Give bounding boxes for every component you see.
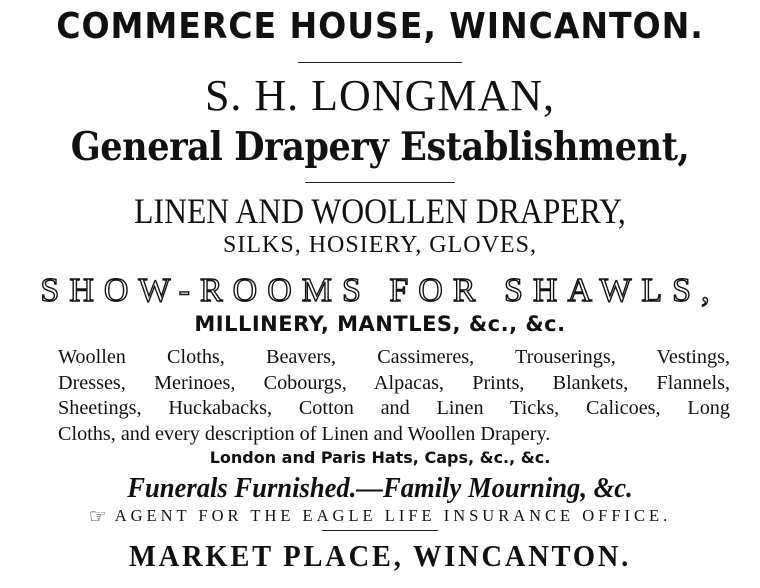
address-footer: MARKET PLACE, WINCANTON.	[128, 538, 632, 573]
pointing-hand-icon: ☞	[88, 506, 107, 528]
hats-line: London and Paris Hats, Caps, &c., &c.	[209, 448, 551, 467]
divider-rule	[322, 530, 438, 531]
goods-paragraph	[58, 345, 730, 447]
showrooms-heading: SHOW-ROOMS FOR SHAWLS,	[40, 272, 720, 309]
millinery-line: MILLINERY, MANTLES, &c., &c.	[194, 312, 566, 336]
establishment-title: General Drapery Establishment,	[70, 124, 690, 170]
goods-line: Sheetings, Huckabacks, Cotton and Linen Ticks, Calicoes, Long	[58, 397, 730, 419]
goods-line: Woollen Cloths, Beavers, Cassimeres, Trouserings, Vestings,	[58, 346, 730, 368]
funerals-line: Funerals Furnished.—Family Mourning, &c.	[127, 473, 633, 504]
linen-woollen-heading: LINEN AND WOOLLEN DRAPERY,	[134, 191, 626, 231]
agent-line	[0, 504, 760, 529]
goods-line: Dresses, Merinoes, Cobourgs, Alpacas, Prints, Blankets, Flannels,	[58, 371, 730, 394]
silks-hosiery-line: SILKS, HOSIERY, GLOVES,	[223, 232, 537, 258]
agent-text: AGENT FOR THE EAGLE LIFE INSURANCE OFFICE.	[114, 506, 672, 525]
proprietor-name: S. H. LONGMAN,	[204, 71, 556, 120]
divider-rule	[298, 62, 462, 63]
goods-line: Cloths, and every description of Linen and Woollen Drapery.	[58, 422, 551, 445]
premises-heading: COMMERCE HOUSE, WINCANTON.	[56, 6, 704, 47]
divider-rule	[305, 182, 455, 183]
